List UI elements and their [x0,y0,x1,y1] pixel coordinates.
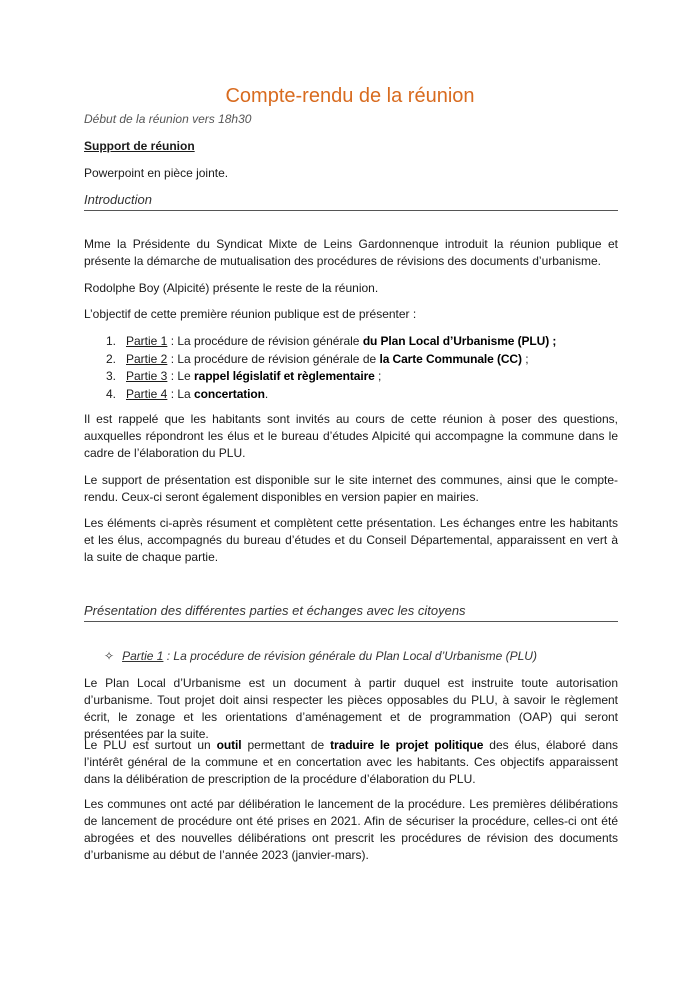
paragraph-text: des élus, élaboré dans l’intérêt général de la commune et en concertation avec les habitants. Ces objectifs apparaissent dans la délibération de prescription de la procédure d’élaboration du PLU. [84,738,619,786]
intro-paragraph-6: Les éléments ci-après résument et complètent cette présentation. Les échanges entre les habitants et les élus, accompagnés du bureau d’études et du Conseil Départemental, apparaissent en vert à la suite de chaque partie. [84,516,618,564]
part-label: Partie 2 [126,351,168,366]
part-highlight: rappel législatif et règlementaire [194,369,375,383]
intro-paragraph-3: L’objectif de cette première réunion publique est de présenter : [84,307,417,321]
presentation-paragraph-2 [84,737,618,788]
part-highlight: la Carte Communale (CC) [379,351,522,366]
part-text: : La procédure de révision générale de [167,351,380,366]
part-text: : Le [167,369,195,383]
part-text: : La procédure de révision générale [167,334,363,348]
intro-paragraph-2: Rodolphe Boy (Alpicité) présente le reste de la réunion. [84,281,379,295]
part-tail: ; [521,351,529,366]
highlight-outil: outil [216,738,242,752]
subheading-part-label: Partie 1 [122,649,164,663]
part-text: : La [167,386,195,401]
intro-paragraph-1: Mme la Présidente du Syndicat Mixte de Leins Gardonnenque introduit la réunion publique et présente la démarche de mutualisation des procédures de révisions des documents d’urbanisme. [84,237,618,268]
list-item [106,386,556,404]
list-number: 1. [106,334,117,348]
part-highlight: concertation [194,386,265,401]
part-tail: ; [374,369,382,383]
list-item [106,351,556,369]
part-highlight: du Plan Local d’Urbanisme (PLU) ; [362,334,557,348]
parts-list [106,333,556,403]
diamond-bullet-icon: ✧ [104,649,115,663]
part-label: Partie 3 [126,369,168,383]
list-item [106,333,556,351]
support-text: Powerpoint en pièce jointe. [84,166,229,180]
paragraph-text: Le PLU est surtout un [84,738,217,752]
part-1-subheading [104,649,537,663]
paragraph-text: permettant de [241,738,331,752]
part-tail: . [264,386,269,401]
intro-paragraph-5: Le support de présentation est disponible sur le site internet des communes, ainsi que le compte-rendu. Ceux-ci seront également disponibles en version papier en mairies. [84,473,618,504]
list-number: 2. [106,351,117,366]
subheading-text: : La procédure de révision générale du Plan Local d’Urbanisme (PLU) [163,649,537,663]
presentation-heading: Présentation des différentes parties et échanges avec les citoyens [84,603,618,622]
highlight-projet-politique: traduire le projet politique [330,738,484,752]
support-heading: Support de réunion [84,139,195,153]
presentation-paragraph-1: Le Plan Local d’Urbanisme est un document à partir duquel est instruite toute autorisation d’urbanisme. Tout projet doit ainsi respecter les pièces opposables du PLU, à savoir le règlement écrit, le zonage et les orientations d’aménagement et de programmation (OAP) qui seront présentées par la suite. [84,676,618,741]
introduction-heading: Introduction [84,192,618,211]
list-number: 4. [106,386,117,401]
part-label: Partie 1 [126,334,168,348]
page-title: Compte-rendu de la réunion [225,85,475,107]
intro-paragraph-4: Il est rappelé que les habitants sont invités au cours de cette réunion à poser des questions, auxquelles répondront les élus et le bureau d’études Alpicité qui accompagne la commune dans le cadre de l’élaboration du PLU. [84,412,618,460]
list-item [106,368,556,386]
list-number: 3. [106,369,117,383]
presentation-paragraph-3: Les communes ont acté par délibération le lancement de la procédure. Les premières délibérations de lancement de procédure ont été prises en 2021. Afin de sécuriser la procédure, celles-ci ont été abrogées et des nouvelles délibérations ont prescrit les procédures de révision des documents d’urbanisme au début de l’année 2023 (janvier-mars). [84,797,618,862]
part-label: Partie 4 [126,386,168,401]
meeting-start-time: Début de la réunion vers 18h30 [84,112,252,126]
